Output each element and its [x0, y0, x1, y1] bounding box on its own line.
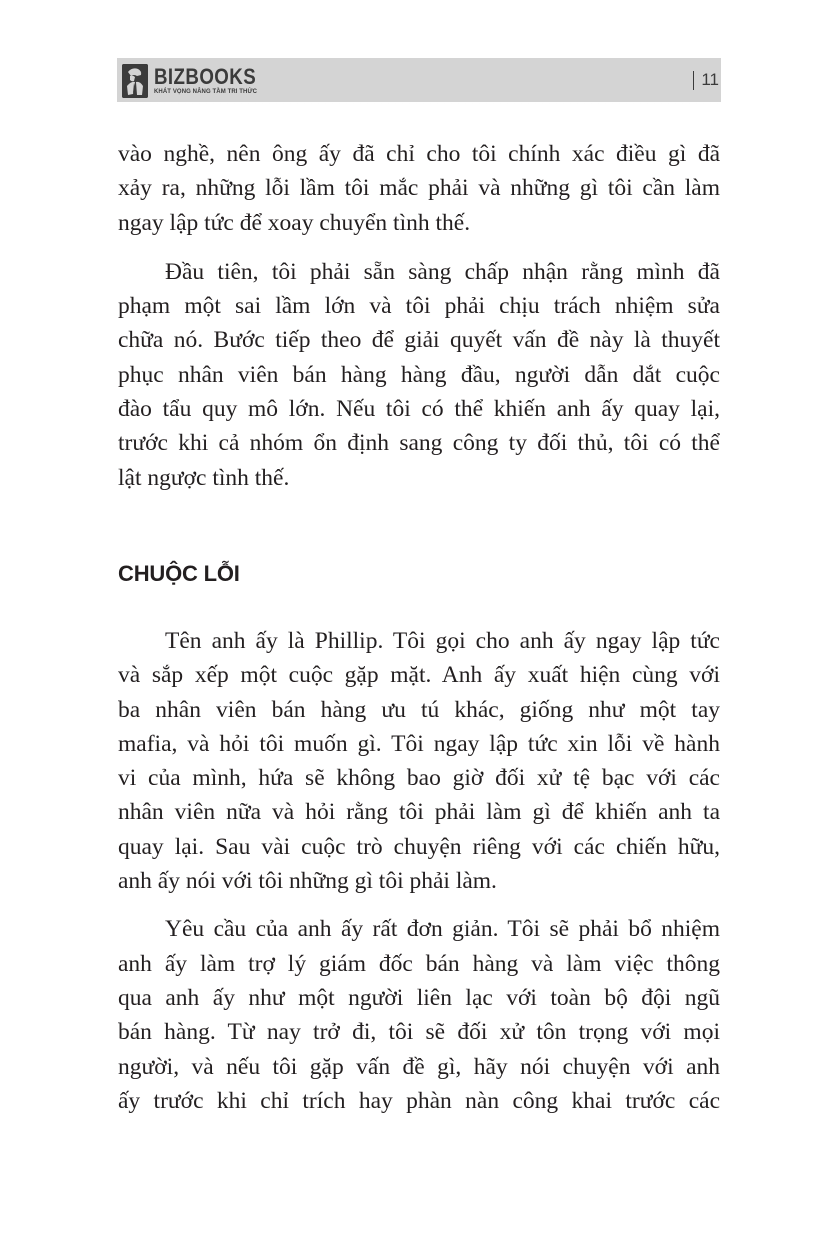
text-line: và sắp xếp một cuộc gặp mặt. Anh ấy xuất hiện cùng với [118, 662, 720, 689]
reader-silhouette-icon [122, 64, 148, 98]
text-line: Đầu tiên, tôi phải sẵn sàng chấp nhận rằng mình đã [165, 258, 720, 285]
text-line: vi của mình, hứa sẽ không bao giờ đối xử tệ bạc với các [118, 765, 720, 792]
brand-tagline: KHÁT VỌNG NÂNG TẦM TRI THỨC [154, 89, 258, 95]
body-text-block-2 [118, 624, 720, 1118]
text-line: quay lại. Sau vài cuộc trò chuyện riêng với các chiến hữu, [118, 833, 720, 860]
text-line: chữa nó. Bước tiếp theo để giải quyết vấn đề này là thuyết [118, 327, 720, 354]
paragraph [118, 137, 720, 240]
text-line: nhân viên nữa và hỏi rằng tôi phải làm gì để khiến anh ta [118, 799, 720, 826]
text-line: anh ấy nói với tôi những gì tôi phải làm. [118, 868, 497, 895]
paragraph [118, 255, 720, 495]
section-heading: CHUỘC LỖI [118, 561, 240, 586]
text-line: phục nhân viên bán hàng hàng đầu, người dẫn dắt cuộc [118, 361, 720, 388]
page-number-value: 11 [701, 70, 719, 89]
publisher-logo [122, 62, 274, 100]
paragraph [118, 624, 720, 898]
body-text-block-1 [118, 137, 720, 495]
text-line: ba nhân viên bán hàng ưu tú khác, giống như một tay [118, 696, 720, 723]
text-line: mafia, và hỏi tôi muốn gì. Tôi ngay lập tức xin lỗi về hành [118, 730, 720, 757]
text-line: lật ngược tình thế. [118, 464, 290, 491]
text-line: vào nghề, nên ông ấy đã chỉ cho tôi chính xác điều gì đã [118, 141, 720, 167]
header-perforated-edge [117, 100, 721, 105]
text-line: đào tẩu quy mô lớn. Nếu tôi có thể khiến anh ấy quay lại, [118, 396, 720, 423]
brand-name: BIZBOOKS [154, 64, 257, 89]
text-line: trước khi cả nhóm ổn định sang công ty đối thủ, tôi có thể [118, 430, 720, 457]
text-line: qua anh ấy như một người liên lạc với toàn bộ đội ngũ [118, 984, 720, 1011]
text-line: người, và nếu tôi gặp vấn đề gì, hãy nói chuyện với anh [118, 1053, 720, 1080]
text-line: Tên anh ấy là Phillip. Tôi gọi cho anh ấy ngay lập tức [165, 628, 720, 654]
text-line: anh ấy làm trợ lý giám đốc bán hàng và làm việc thông [118, 950, 720, 977]
text-line: phạm một sai lầm lớn và tôi phải chịu trách nhiệm sửa [118, 293, 720, 320]
text-line: xảy ra, những lỗi lầm tôi mắc phải và những gì tôi cần làm [118, 175, 720, 202]
page-number-separator [693, 71, 694, 90]
text-line: Yêu cầu của anh ấy rất đơn giản. Tôi sẽ phải bổ nhiệm [165, 916, 720, 943]
text-line: bán hàng. Từ nay trở đi, tôi sẽ đối xử tôn trọng với mọi [118, 1019, 720, 1046]
text-line: ấy trước khi chỉ trích hay phàn nàn công khai trước các [118, 1087, 720, 1114]
page-number [693, 68, 719, 92]
text-line: ngay lập tức để xoay chuyển tình thế. [118, 209, 471, 236]
paragraph [118, 912, 720, 1118]
